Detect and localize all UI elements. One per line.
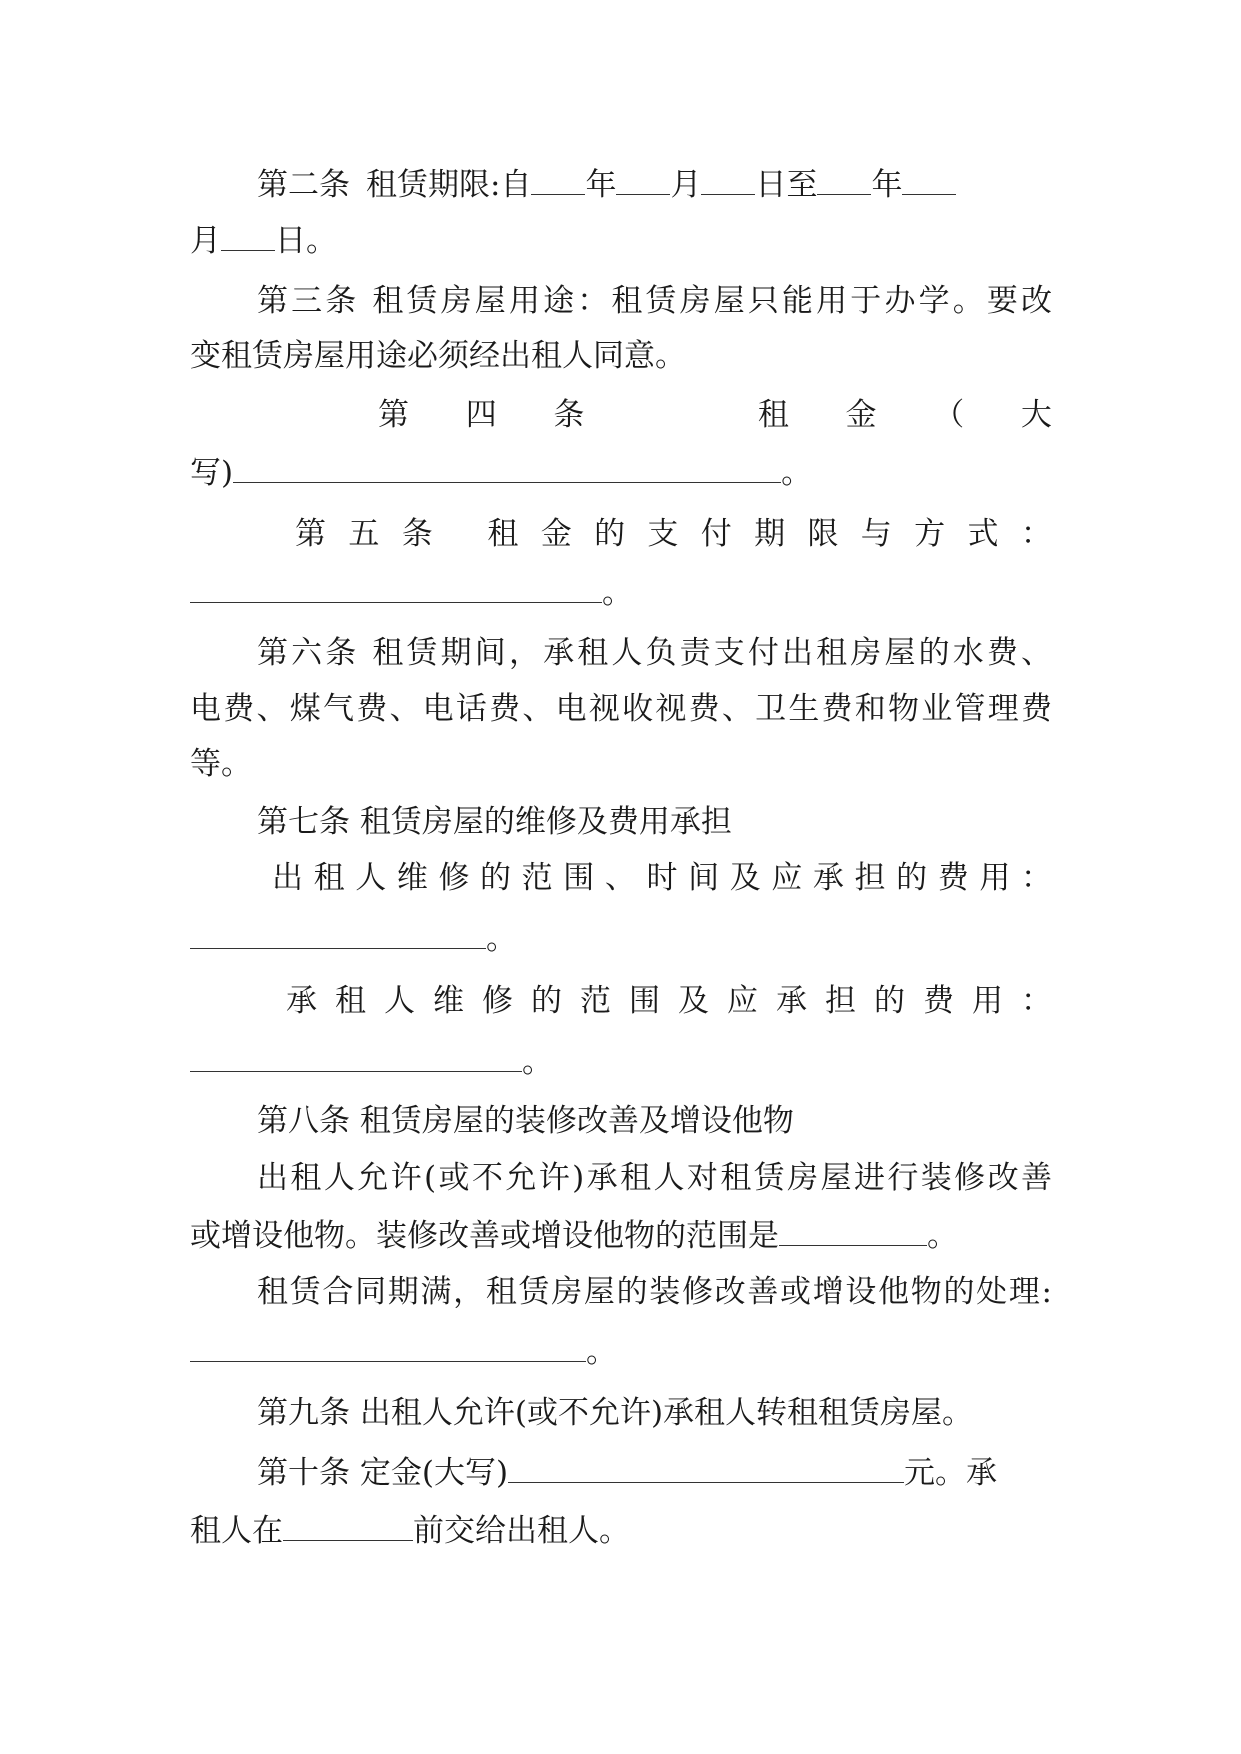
article-7-para-1-line-1: 出 租 人 维 修 的 范 围 、 时 间 及 应 承 担 的 费 用 ： — [272, 860, 1052, 896]
article-8-line-2: 或增设他物。装修改善或增设他物的范围是 。 — [190, 1215, 1052, 1255]
article-6-line-2: 电费、煤气费、电话费、电视收视费、卫生费和物业管理费 — [190, 691, 1052, 727]
article-9-line: 第九条 出租人允许(或不允许)承租人转租租赁房屋。 — [257, 1395, 974, 1431]
article-2-line-1: 第二条 租赁期限:自 年 月 日至 年 — [257, 164, 1052, 204]
deposit-amount-blank[interactable] — [508, 1452, 904, 1483]
article-7-para-1-line-2: 。 — [190, 918, 1052, 958]
article-8-line-3: 租赁合同期满，租赁房屋的装修改善或增设他物的处理: — [257, 1274, 1052, 1310]
article-7-para-2-line-2: 。 — [190, 1041, 1052, 1081]
article-8-line-1: 出租人允许(或不允许)承租人对租赁房屋进行装修改善 — [257, 1160, 1052, 1196]
article-2-heading: 第二条 — [257, 167, 350, 203]
start-year-blank[interactable] — [531, 164, 585, 195]
article-5-line-2: 。 — [190, 572, 1052, 612]
lessor-repair-blank[interactable] — [190, 918, 486, 949]
rent-amount-blank[interactable] — [233, 452, 781, 483]
article-5-line-1: 第 五 条 租 金 的 支 付 期 限 与 方 式 ： — [295, 516, 1052, 552]
article-7-para-2-line-1: 承 租 人 维 修 的 范 围 及 应 承 担 的 费 用 ： — [286, 983, 1052, 1019]
renovation-handling-blank[interactable] — [190, 1331, 586, 1362]
end-year-blank[interactable] — [817, 164, 871, 195]
end-day-blank[interactable] — [221, 220, 275, 251]
article-2-line-2: 月 日。 — [190, 220, 1052, 260]
article-7-title: 第七条 租赁房屋的维修及费用承担 — [257, 804, 732, 840]
renovation-scope-blank[interactable] — [779, 1215, 927, 1246]
article-3-line-1: 第三条 租赁房屋用途：租赁房屋只能用于办学。要改 — [257, 283, 1052, 319]
article-4-line-1: 第 四 条 租 金 （ 大 — [378, 397, 1052, 433]
article-10-line-2: 租人在 前交给出租人。 — [190, 1510, 1052, 1550]
article-4-line-2: 写) 。 — [190, 452, 1052, 492]
payment-terms-blank[interactable] — [190, 572, 602, 603]
article-6-line-1: 第六条 租赁期间，承租人负责支付出租房屋的水费、 — [257, 635, 1052, 671]
article-8-title: 第八条 租赁房屋的装修改善及增设他物 — [257, 1103, 794, 1139]
article-3-line-2: 变租赁房屋用途必须经出租人同意。 — [190, 338, 686, 374]
end-month-blank-part[interactable] — [902, 164, 956, 195]
start-day-blank[interactable] — [701, 164, 755, 195]
article-8-line-4: 。 — [190, 1331, 1052, 1371]
lessee-repair-blank[interactable] — [190, 1041, 522, 1072]
article-10-line-1: 第十条 定金(大写) 元。承 — [257, 1452, 1052, 1492]
article-6-line-3: 等。 — [190, 746, 252, 782]
deposit-date-blank[interactable] — [283, 1510, 413, 1541]
start-month-blank[interactable] — [616, 164, 670, 195]
